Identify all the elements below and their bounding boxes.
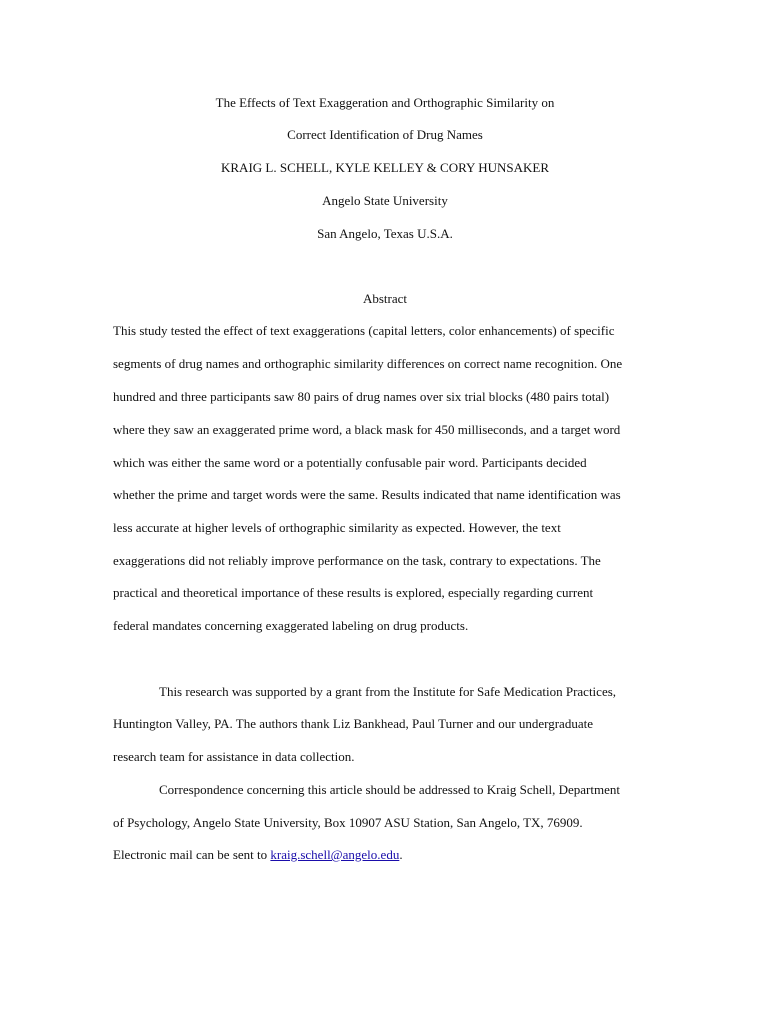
author-list: KRAIG L. SCHELL, KYLE KELLEY & CORY HUNSAKER <box>221 160 549 175</box>
affiliation-location: San Angelo, Texas U.S.A. <box>317 226 453 241</box>
abstract-line: which was either the same word or a potentially confusable pair word. Participants decided <box>113 455 587 470</box>
affiliation-university: Angelo State University <box>322 193 448 208</box>
abstract-line: whether the prime and target words were the same. Results indicated that name identification was <box>113 487 621 502</box>
abstract-line: exaggerations did not reliably improve performance on the task, contrary to expectations. The <box>113 553 601 568</box>
acknowledgment-line: Huntington Valley, PA. The authors thank Liz Bankhead, Paul Turner and our undergraduate <box>113 716 593 731</box>
abstract-line: This study tested the effect of text exaggerations (capital letters, color enhancements) of specific <box>113 323 615 338</box>
email-link[interactable]: kraig.schell@angelo.edu <box>270 847 400 862</box>
acknowledgment-line: research team for assistance in data collection. <box>113 749 355 764</box>
acknowledgment-line: This research was supported by a grant from the Institute for Safe Medication Practices, <box>159 684 617 699</box>
abstract-line: practical and theoretical importance of these results is explored, especially regarding current <box>113 585 594 600</box>
abstract-line: federal mandates concerning exaggerated labeling on drug products. <box>113 618 469 633</box>
paper-title-line-1: The Effects of Text Exaggeration and Orthographic Similarity on <box>215 95 555 110</box>
abstract-line: hundred and three participants saw 80 pairs of drug names over six trial blocks (480 pairs total) <box>113 389 610 404</box>
correspondence-email-line <box>113 847 403 863</box>
correspondence-line: of Psychology, Angelo State University, Box 10907 ASU Station, San Angelo, TX, 76909. <box>113 815 583 830</box>
email-suffix-text: . <box>399 847 403 862</box>
paper-title-line-2: Correct Identification of Drug Names <box>287 127 483 142</box>
abstract-line: segments of drug names and orthographic similarity differences on correct name recognition. One <box>113 356 623 371</box>
abstract-line: where they saw an exaggerated prime word, a black mask for 450 milliseconds, and a target word <box>113 422 621 437</box>
email-prefix-text: Electronic mail can be sent to <box>113 847 271 862</box>
abstract-heading: Abstract <box>362 291 408 306</box>
correspondence-line: Correspondence concerning this article should be addressed to Kraig Schell, Department <box>159 782 620 797</box>
abstract-line: less accurate at higher levels of orthographic similarity as expected. However, the text <box>113 520 561 535</box>
